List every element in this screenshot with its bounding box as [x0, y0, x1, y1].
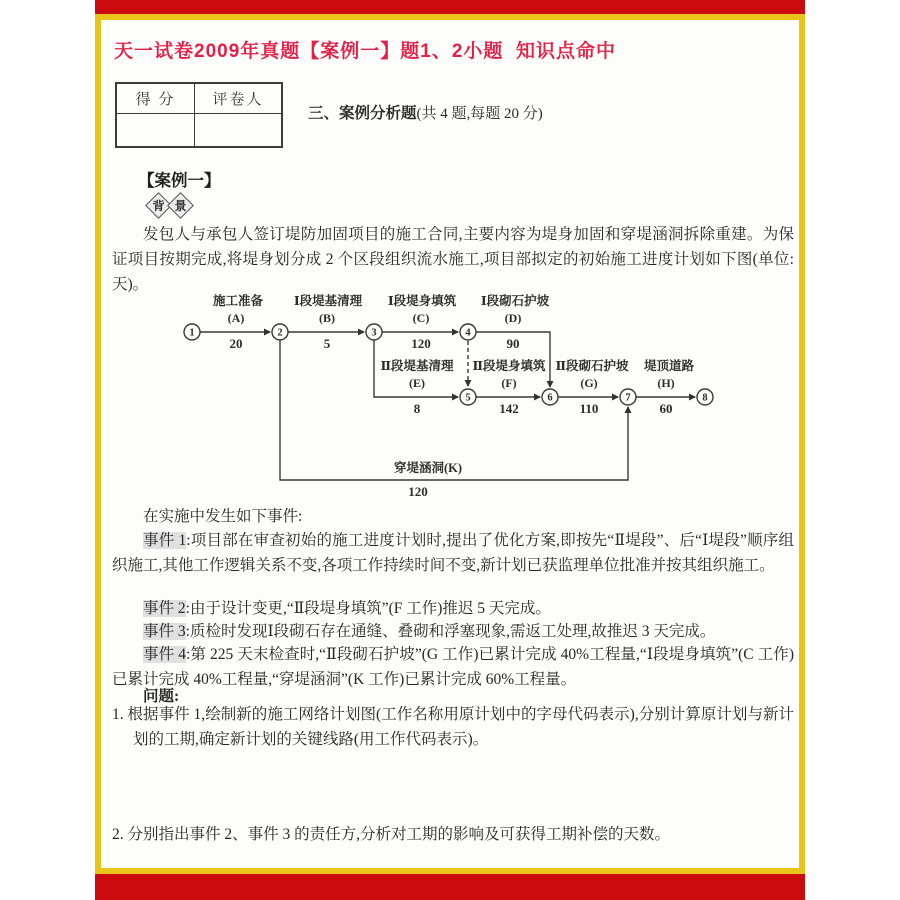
activity-A-code: (A): [227, 311, 245, 325]
section-heading-note: (共 4 题,每题 20 分): [416, 106, 543, 122]
activity-G-name: Ⅱ段砌石护坡: [555, 359, 629, 373]
activity-F-name: Ⅱ段堤身填筑: [472, 359, 546, 373]
node-number-8: 8: [702, 392, 708, 404]
activity-E-code: (E): [409, 376, 425, 390]
activity-D-code: (D): [504, 311, 522, 325]
activity-D-name: Ⅰ段砌石护坡: [480, 294, 550, 308]
activity-G-code: (G): [580, 376, 598, 390]
event-1-label: 事件 1: [143, 532, 187, 549]
node-number-1: 1: [189, 327, 195, 339]
event-4-label: 事件 4: [143, 646, 186, 663]
node-number-4: 4: [465, 327, 471, 339]
badge-char-1: 背: [152, 199, 165, 213]
activity-C-name: Ⅰ段堤身填筑: [387, 294, 457, 308]
event-1: [112, 528, 794, 578]
score-cell-empty: [117, 114, 195, 146]
activity-D-duration: 90: [506, 336, 520, 351]
event-3-label: 事件 3: [143, 623, 186, 640]
badge-diamond-2: [167, 192, 194, 219]
activity-H-duration: 60: [659, 401, 673, 416]
section-heading-bold: 三、案例分析题: [308, 105, 417, 122]
node-number-6: 6: [547, 392, 553, 404]
activity-K-duration: 120: [408, 484, 428, 499]
grader-cell-empty: [195, 114, 281, 146]
node-number-5: 5: [465, 392, 471, 404]
section-heading: [308, 101, 543, 123]
grader-label: 评卷人: [195, 84, 281, 114]
page-title: 天一试卷2009年真题【案例一】题1、2小题 知识点命中: [114, 41, 616, 62]
event-4-text: :第 225 天末检查时,“Ⅱ段砌石护坡”(G 工作)已累计完成 40%工程量,“Ⅰ段堤身填筑”(C 工作)已累计完成 40%工程量,“穿堤涵洞”(K 工作)已累计完成 60%工程量。: [112, 646, 794, 688]
activity-A-duration: 20: [229, 336, 243, 351]
event-2-label: 事件 2: [143, 600, 186, 617]
red-border-bottom: [95, 872, 805, 900]
activity-C-duration: 120: [411, 336, 431, 351]
node-number-2: 2: [277, 327, 283, 339]
score-table: [115, 82, 283, 148]
questions-heading: 问题:: [143, 688, 180, 705]
activity-E-duration: 8: [413, 401, 421, 416]
badge-char-2: 景: [174, 199, 187, 213]
network-diagram: [170, 290, 730, 502]
activity-B-duration: 5: [323, 336, 331, 351]
activity-K-name: 穿堤涵洞(K): [393, 461, 463, 475]
activity-E-name: Ⅱ段堤基清理: [380, 359, 454, 373]
question-1: 1. 根据事件 1,绘制新的施工网络计划图(工作名称用原计划中的字母代码表示),分别计算原计划与新计划的工期,确定新计划的关键线路(用工作代码表示)。: [112, 706, 794, 748]
background-paragraph: 发包人与承包人签订堤防加固项目的施工合同,主要内容为堤身加固和穿堤涵洞拆除重建。为保证项目按期完成,将堤身划分成 2 个区段组织流水施工,项目部拟定的初始施工进度计划如下图(单位:天)。: [112, 226, 794, 293]
event-2: [112, 596, 794, 621]
activity-H-name: 堤顶道路: [643, 359, 695, 373]
activity-G-duration: 110: [579, 401, 599, 416]
case-title: 【案例一】: [138, 171, 221, 190]
score-label: 得 分: [117, 84, 195, 114]
activity-B-name: Ⅰ段堤基清理: [293, 294, 363, 308]
activity-F-code: (F): [501, 376, 517, 390]
diagram-edges: [200, 332, 695, 480]
node-number-3: 3: [371, 327, 377, 339]
events-intro: 在实施中发生如下事件:: [143, 508, 303, 525]
event-1-text: :项目部在审查初始的施工进度计划时,提出了优化方案,即按先“Ⅱ堤段”、后“Ⅰ堤段”顺序组织施工,其他工作逻辑关系不变,各项工作持续时间不变,新计划已获监理单位批准并按其组织施工。: [112, 532, 794, 574]
activity-B-code: (B): [319, 311, 335, 325]
question-2: 2. 分别指出事件 2、事件 3 的责任方,分析对工期的影响及可获得工期补偿的天数。: [112, 826, 671, 843]
node-number-7: 7: [625, 392, 631, 404]
activity-C-code: (C): [412, 311, 430, 325]
activity-A-name: 施工准备: [212, 294, 264, 308]
background-badge: [147, 195, 207, 219]
event-3: [112, 619, 794, 644]
event-2-text: :由于设计变更,“Ⅱ段堤身填筑”(F 工作)推迟 5 天完成。: [185, 600, 551, 617]
event-3-text: :质检时发现Ⅰ段砌石存在通缝、叠砌和浮塞现象,需返工处理,故推迟 3 天完成。: [185, 623, 716, 640]
activity-F-duration: 142: [499, 401, 519, 416]
activity-H-code: (H): [657, 376, 675, 390]
